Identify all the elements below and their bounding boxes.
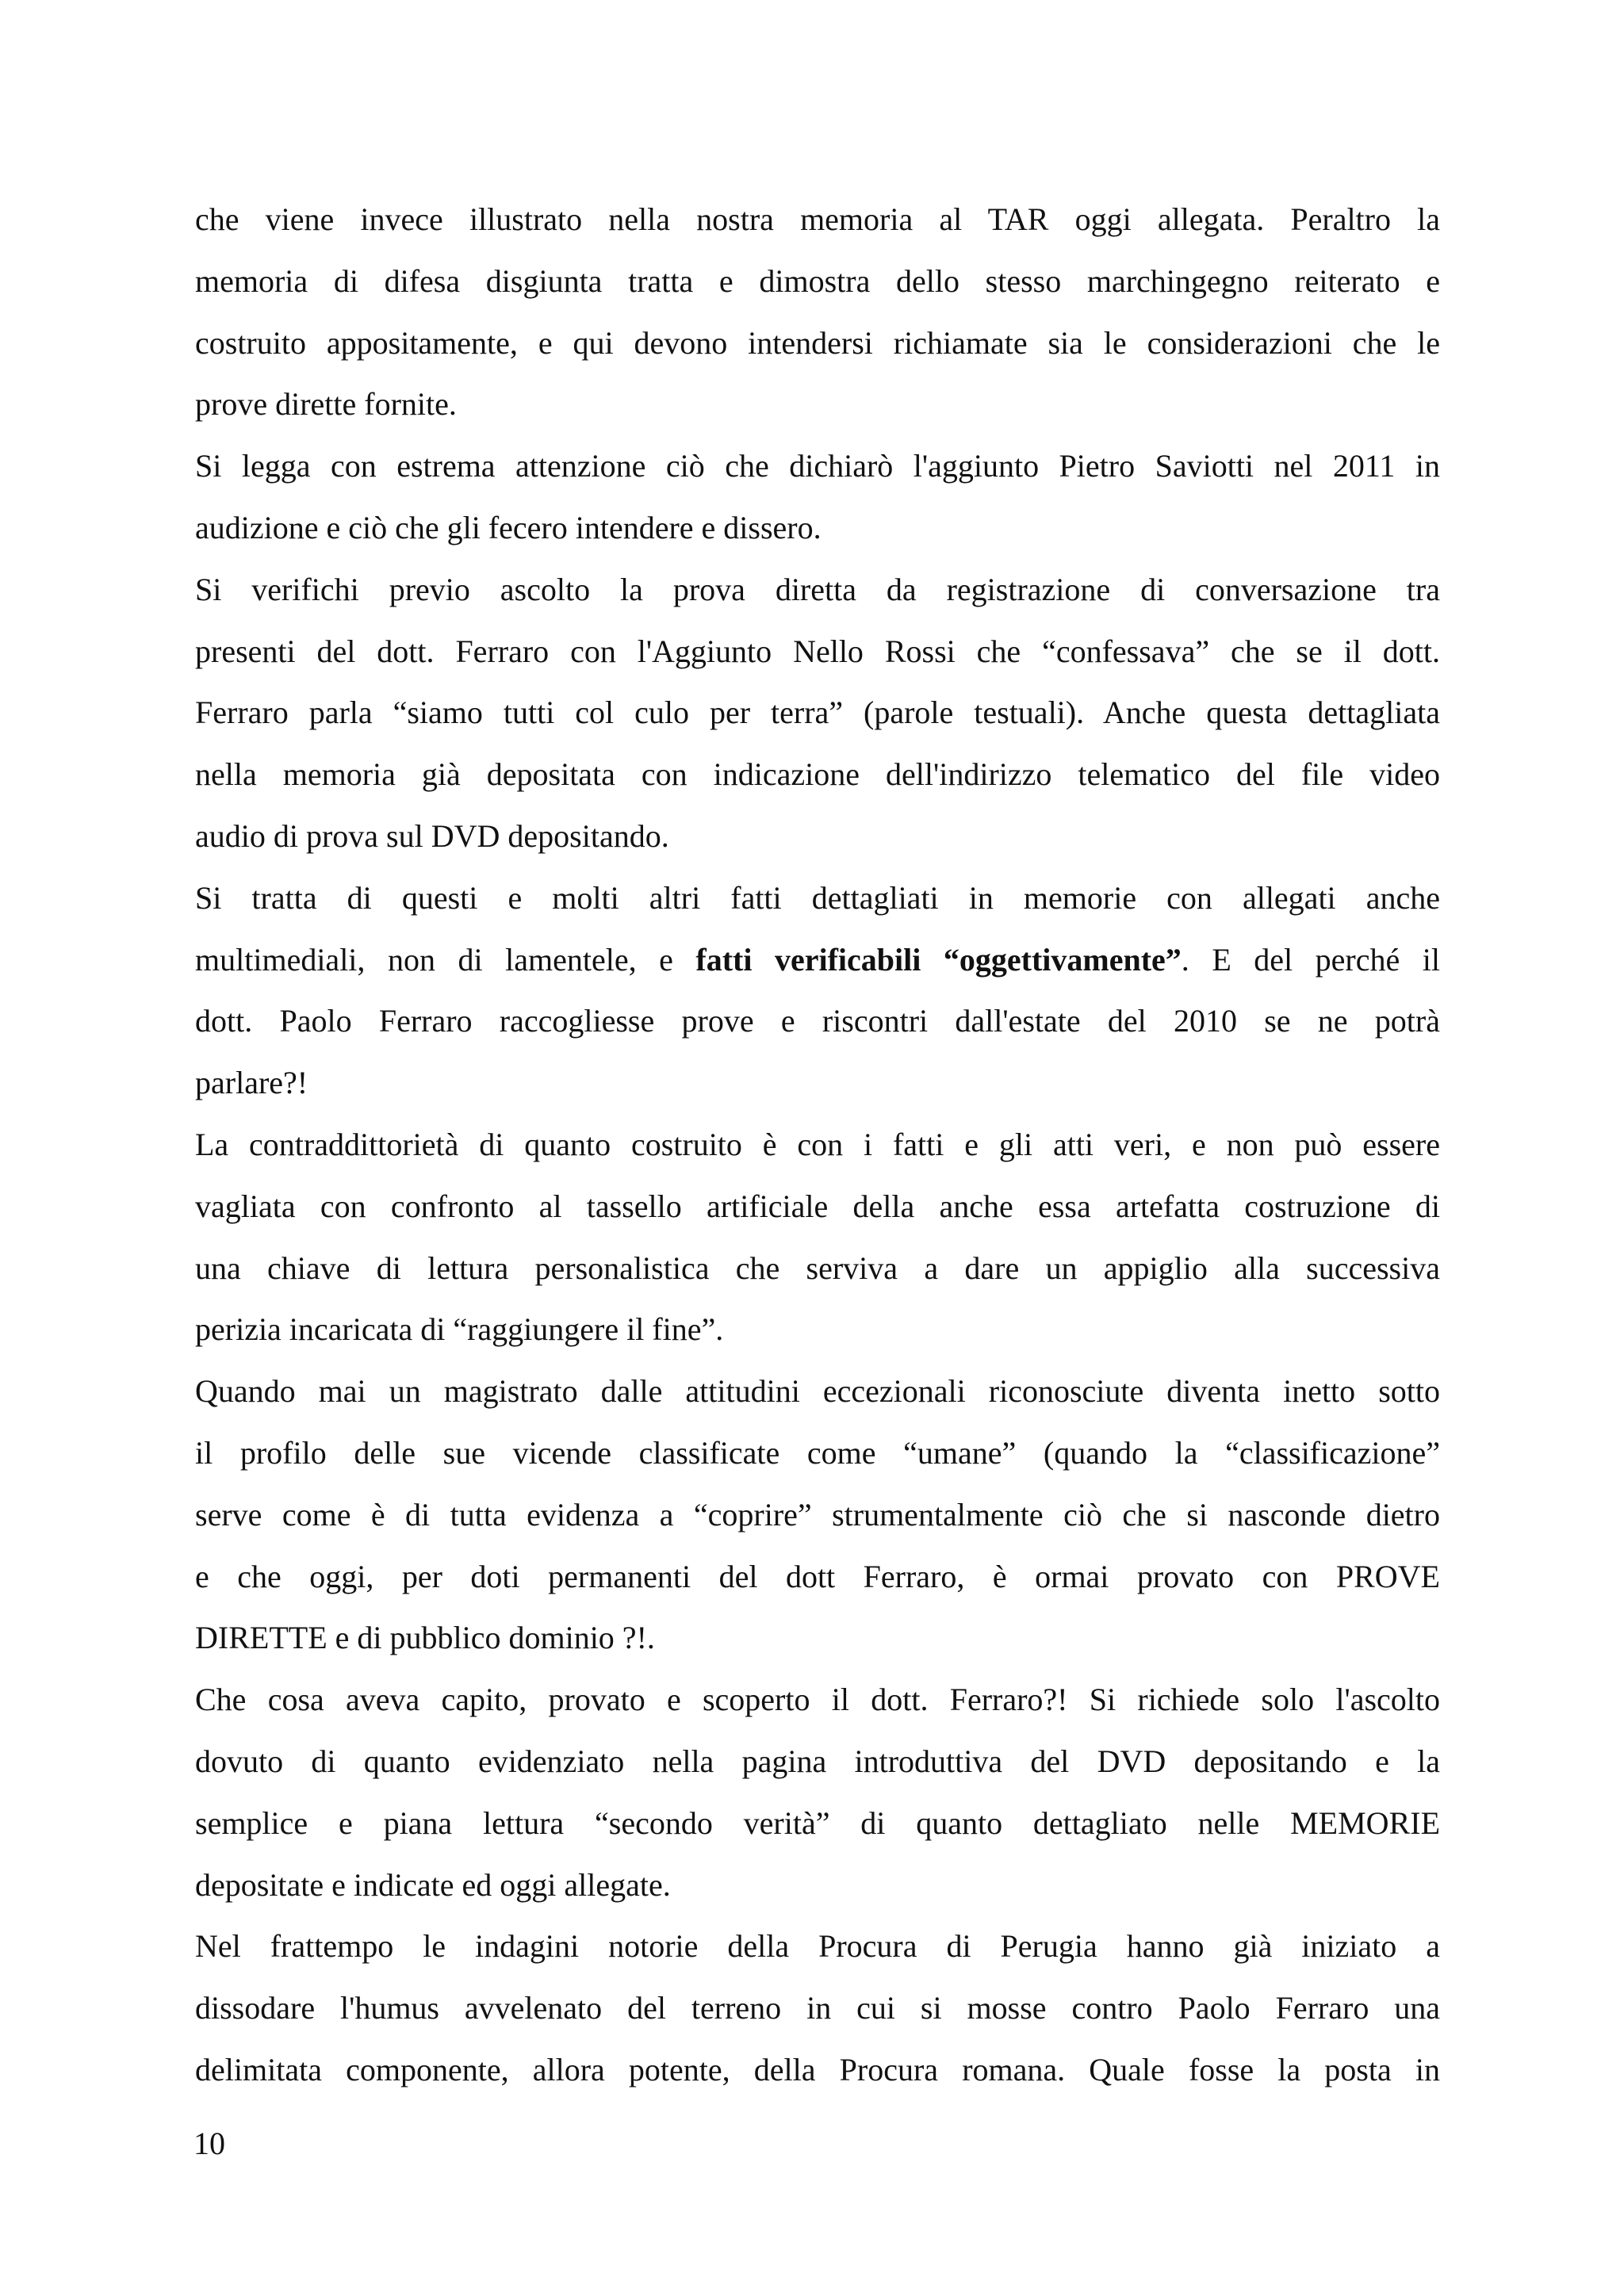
document-body bbox=[195, 189, 1440, 2101]
text-segment: multimediali, non di lamentele, e bbox=[195, 941, 696, 978]
text-line: delimitata componente, allora potente, della Procura romana. Quale fosse la posta in bbox=[195, 2051, 1440, 2087]
text-line: Quando mai un magistrato dalle attitudini eccezionali riconosciute diventa inetto sotto bbox=[195, 1373, 1440, 1410]
text-line: audio di prova sul DVD depositando. bbox=[195, 817, 669, 854]
text-line: Si tratta di questi e molti altri fatti dettagliati in memorie con allegati anche bbox=[195, 879, 1440, 916]
text-segment: . E del perché il bbox=[1181, 941, 1441, 978]
text-line: nella memoria già depositata con indicazione dell'indirizzo telematico del file video bbox=[195, 756, 1440, 793]
text-line: dott. Paolo Ferraro raccogliesse prove e riscontri dall'estate del 2010 se ne potrà bbox=[195, 1003, 1440, 1039]
text-line: Nel frattempo le indagini notorie della Procura di Perugia hanno già iniziato a bbox=[195, 1928, 1440, 1965]
text-line: parlare?! bbox=[195, 1065, 308, 1101]
text-line: costruito appositamente, e qui devono intendersi richiamate sia le considerazioni che le bbox=[195, 324, 1440, 361]
text-line: perizia incaricata di “raggiungere il fine”. bbox=[195, 1311, 724, 1348]
page-number: 10 bbox=[193, 2126, 225, 2161]
text-line: presenti del dott. Ferraro con l'Aggiunto Nello Rossi che “confessava” che se il dott. bbox=[195, 633, 1440, 669]
bold-emphasis: fatti verificabili “oggettivamente” bbox=[695, 941, 1182, 978]
text-line: semplice e piana lettura “secondo verità” di quanto dettagliato nelle MEMORIE bbox=[195, 1804, 1440, 1841]
text-line: Si verifichi previo ascolto la prova diretta da registrazione di conversazione tra bbox=[195, 571, 1440, 607]
text-line: Ferraro parla “siamo tutti col culo per terra” (parole testuali). Anche questa dettagliata bbox=[195, 695, 1440, 731]
text-line: vagliata con confronto al tassello artificiale della anche essa artefatta costruzione di bbox=[195, 1188, 1440, 1224]
text-line: il profilo delle sue vicende classificate come “umane” (quando la “classificazione” bbox=[195, 1434, 1440, 1471]
text-line: e che oggi, per doti permanenti del dott Ferraro, è ormai provato con PROVE bbox=[195, 1558, 1440, 1594]
text-line: dovuto di quanto evidenziato nella pagina introduttiva del DVD depositando e la bbox=[195, 1743, 1440, 1779]
text-line: audizione e ciò che gli fecero intendere e dissero. bbox=[195, 509, 822, 545]
text-line: che viene invece illustrato nella nostra memoria al TAR oggi allegata. Peraltro la bbox=[195, 201, 1440, 237]
text-line: Si legga con estrema attenzione ciò che dichiarò l'aggiunto Pietro Saviotti nel 2011 in bbox=[195, 448, 1440, 484]
text-line: memoria di difesa disgiunta tratta e dimostra dello stesso marchingegno reiterato e bbox=[195, 262, 1440, 299]
text-line: depositate e indicate ed oggi allegate. bbox=[195, 1866, 671, 1903]
text-line: La contraddittorietà di quanto costruito è con i fatti e gli atti veri, e non può essere bbox=[195, 1126, 1440, 1162]
text-line: serve come è di tutta evidenza a “coprire” strumentalmente ciò che si nasconde dietro bbox=[195, 1496, 1440, 1533]
text-line: prove dirette fornite. bbox=[195, 386, 457, 423]
text-line: DIRETTE e di pubblico dominio ?!. bbox=[195, 1620, 655, 1656]
text-line-mixed bbox=[195, 929, 1440, 991]
text-line: Che cosa aveva capito, provato e scoperto il dott. Ferraro?! Si richiede solo l'ascolto bbox=[195, 1682, 1440, 1718]
text-line: una chiave di lettura personalistica che serviva a dare un appiglio alla successiva bbox=[195, 1249, 1440, 1286]
text-line: dissodare l'humus avvelenato del terreno in cui si mosse contro Paolo Ferraro una bbox=[195, 1990, 1440, 2026]
